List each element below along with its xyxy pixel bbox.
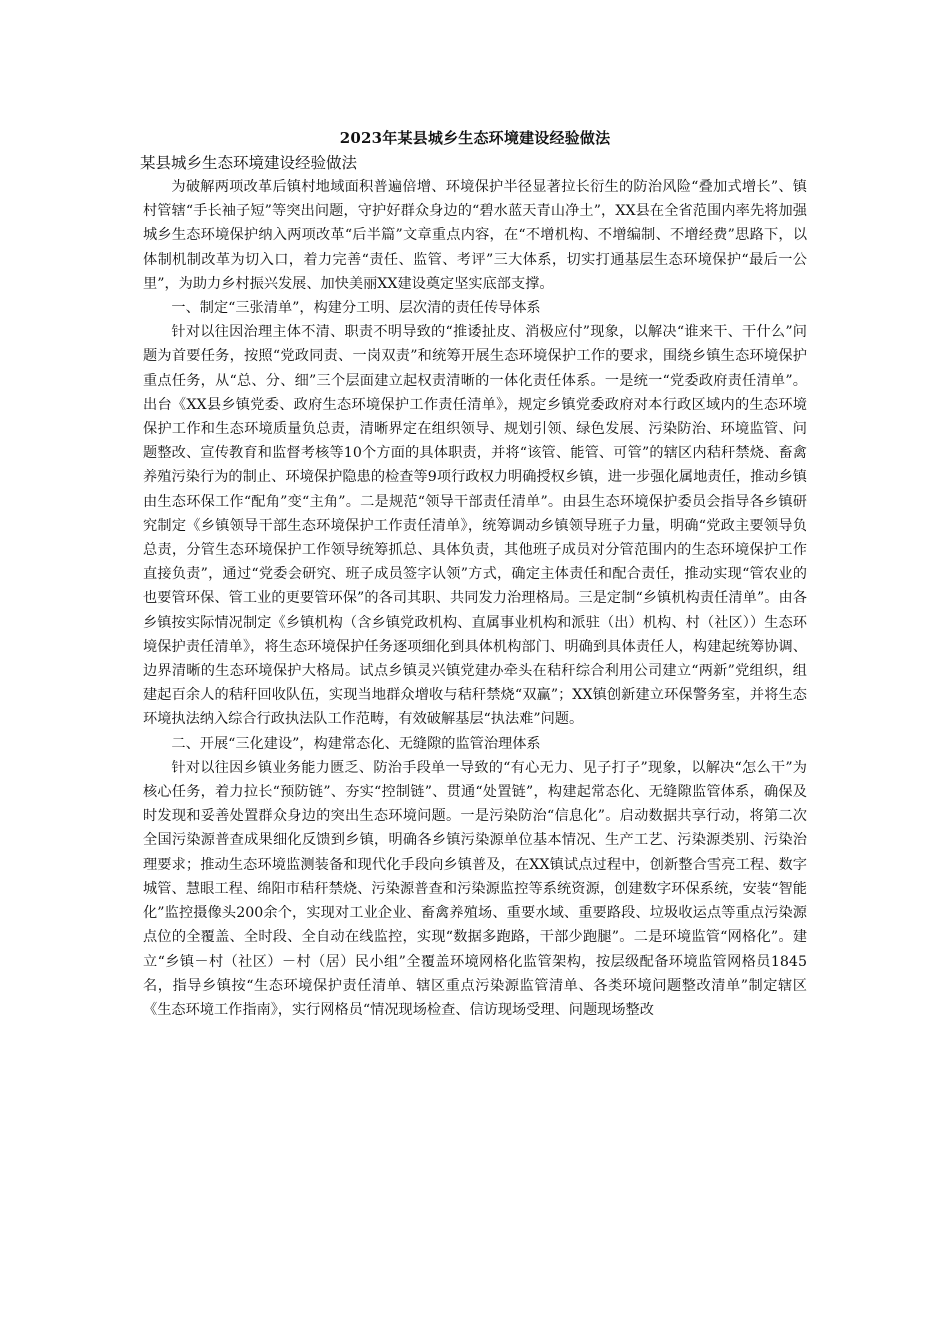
- section-2-paragraph: 针对以往因乡镇业务能力匮乏、防治手段单一导致的“有心无力、见子打子”现象，以解决“怎么干”为核心任务，着力拉长“预防链”、夯实“控制链”、贯通“处置链”，构建起常态化、无缝隙监管体系，确保及时发现和妥善处置群众身边的突出生态环境问题。一是污染防治“信息化”。启动数据共享行动，将第二次全国污染源普查成果细化反馈到乡镇，明确各乡镇污染源单位基本情况、生产工艺、污染源类别、污染治理要求；推动生态环境监测装备和现代化手段向乡镇普及，在XX镇试点过程中，创新整合雪亮工程、数字城管、慧眼工程、绵阳市秸秆禁烧、污染源普查和污染源监控等系统资源，创建数字环保系统，安装“智能化”监控摄像头200余个，实现对工业企业、畜禽养殖场、重要水域、重要路段、垃圾收运点等重点污染源点位的全覆盖、全时段、全自动在线监控，实现“数据多跑路，干部少跑腿”。二是环境监管“网格化”。建立“乡镇－村（社区）－村（居）民小组”全覆盖环境网格化监管架构，按层级配备环境监管网格员1845名，指导乡镇按“生态环境保护责任清单、辖区重点污染源监管清单、各类环境问题整改清单”制定辖区《生态环境工作指南》，实行网格员“情况现场检查、信访现场受理、问题现场整改: [143, 759, 808, 1018]
- section-2-heading: 二、开展“三化建设”，构建常态化、无缝隙的监管治理体系: [171, 735, 541, 752]
- document-subtitle: 某县城乡生态环境建设经验做法: [140, 154, 358, 172]
- section-1-paragraph: 针对以往因治理主体不清、职责不明导致的“推诿扯皮、消极应付”现象，以解决“谁来干、干什么”问题为首要任务，按照“党政同责、一岗双责”和统筹开展生态环境保护工作的要求，围绕乡镇生态环境保护重点任务，从“总、分、细”三个层面建立起权责清晰的一体化责任体系。一是统一“党委政府责任清单”。出台《XX县乡镇党委、政府生态环境保护工作责任清单》，规定乡镇党委政府对本行政区域内的生态环境保护工作和生态环境质量负总责，清晰界定在组织领导、规划引领、绿色发展、污染防治、环境监管、问题整改、宣传教育和监督考核等10个方面的具体职责，并将“该管、能管、可管”的辖区内秸秆禁烧、畜禽养殖污染行为的制止、环境保护隐患的检查等9项行政权力明确授权乡镇，进一步强化属地责任，推动乡镇由生态环保工作“配角”变“主角”。二是规范“领导干部责任清单”。由县生态环境保护委员会指导各乡镇研究制定《乡镇领导干部生态环境保护工作责任清单》，统筹调动乡镇领导班子力量，明确“党政主要领导负总责，分管生态环境保护工作领导统筹抓总、具体负责，其他班子成员对分管范围内的生态环境保护工作直接负责”，通过“党委会研究、班子成员签字认领”方式，确定主体责任和配合责任，推动实现“管农业的也要管环保、管工业的更要管环保”的各司其职、共同发力治理格局。三是定制“乡镇机构责任清单”。由各乡镇按实际情况制定《乡镇机构（含乡镇党政机构、直属事业机构和派驻（出）机构、村（社区））生态环境保护责任清单》，将生态环境保护任务逐项细化到具体机构部门、明确到具体责任人，构建起统筹协调、边界清晰的生态环境保护大格局。试点乡镇灵兴镇党建办牵头在秸秆综合利用公司建立“两新”党组织，组建起百余人的秸秆回收队伍，实现当地群众增收与秸秆禁烧“双赢”；XX镇创新建立环保警务室，并将生态环境执法纳入综合行政执法队工作范畴，有效破解基层“执法难”问题。: [143, 324, 807, 728]
- document-page: [140, 126, 808, 1022]
- section-1-heading: 一、制定“三张清单”，构建分工明、层次清的责任传导体系: [171, 300, 541, 317]
- document-title: 2023年某县城乡生态环境建设经验做法: [339, 129, 611, 147]
- intro-paragraph: 为破解两项改革后镇村地域面积普遍倍增、环境保护半径显著拉长衍生的防治风险“叠加式增长”、镇村管辖“手长袖子短”等突出问题，守护好群众身边的“碧水蓝天青山净土”，XX县在全省范围内率先将加强城乡生态环境保护纳入两项改革“后半篇”文章重点内容，在“不增机构、不增编制、不增经费”思路下，以体制机制改革为切入口，着力完善“责任、监管、考评”三大体系，切实打通基层生态环境保护“最后一公里”，为助力乡村振兴发展、加快美丽XX建设奠定坚实底部支撑。: [143, 179, 808, 292]
